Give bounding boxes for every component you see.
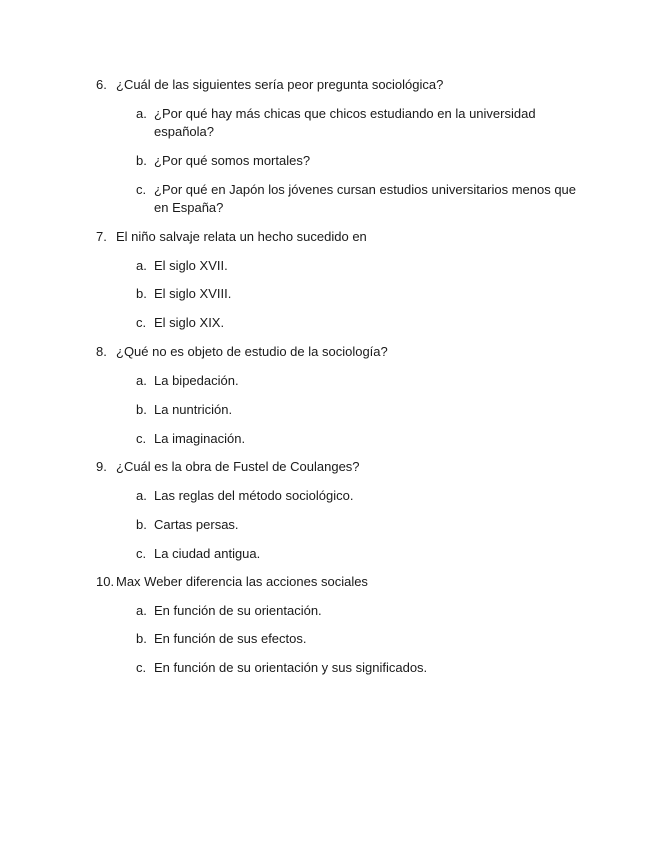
option-text: ¿Por qué en Japón los jóvenes cursan estudios universitarios menos que en España? bbox=[154, 182, 577, 215]
option-text: Cartas persas. bbox=[154, 517, 239, 532]
option-text: En función de su orientación y sus significados. bbox=[154, 660, 428, 675]
question-number: 10. bbox=[96, 574, 115, 589]
option-letter: c. bbox=[136, 660, 147, 675]
question-number: 9. bbox=[96, 459, 107, 474]
option-letter: b. bbox=[136, 402, 147, 417]
option-letter: a. bbox=[136, 488, 147, 503]
question-text: El niño salvaje relata un hecho sucedido en bbox=[116, 229, 367, 244]
option-text: La ciudad antigua. bbox=[154, 546, 261, 561]
option-letter: c. bbox=[136, 182, 147, 197]
option-text: Las reglas del método sociológico. bbox=[154, 488, 354, 503]
option-letter: c. bbox=[136, 546, 147, 561]
option-text: La imaginación. bbox=[154, 431, 246, 446]
question-number: 6. bbox=[96, 77, 107, 92]
option-letter: a. bbox=[136, 603, 147, 618]
option-text: ¿Por qué somos mortales? bbox=[154, 153, 311, 168]
option-text: La nuntrición. bbox=[154, 402, 233, 417]
question-text: ¿Cuál es la obra de Fustel de Coulanges? bbox=[116, 459, 360, 474]
option-letter: a. bbox=[136, 106, 147, 121]
option-text: El siglo XVII. bbox=[154, 258, 228, 273]
option-letter: b. bbox=[136, 631, 147, 646]
option-letter: c. bbox=[136, 431, 147, 446]
question-number: 7. bbox=[96, 229, 107, 244]
option-letter: a. bbox=[136, 373, 147, 388]
option-letter: c. bbox=[136, 315, 147, 330]
option-text: En función de sus efectos. bbox=[154, 631, 307, 646]
option-letter: b. bbox=[136, 517, 147, 532]
option-text: ¿Por qué hay más chicas que chicos estudiando en la universidad española? bbox=[154, 106, 536, 139]
option-letter: a. bbox=[136, 258, 147, 273]
question-text: Max Weber diferencia las acciones sociales bbox=[116, 574, 368, 589]
option-text: El siglo XVIII. bbox=[154, 286, 232, 301]
option-letter: b. bbox=[136, 153, 147, 168]
option-text: En función de su orientación. bbox=[154, 603, 322, 618]
question-number: 8. bbox=[96, 344, 107, 359]
option-text: La bipedación. bbox=[154, 373, 239, 388]
question-text: ¿Qué no es objeto de estudio de la sociología? bbox=[116, 344, 388, 359]
option-letter: b. bbox=[136, 286, 147, 301]
question-text: ¿Cuál de las siguientes sería peor pregunta sociológica? bbox=[116, 77, 444, 92]
option-text: El siglo XIX. bbox=[154, 315, 225, 330]
